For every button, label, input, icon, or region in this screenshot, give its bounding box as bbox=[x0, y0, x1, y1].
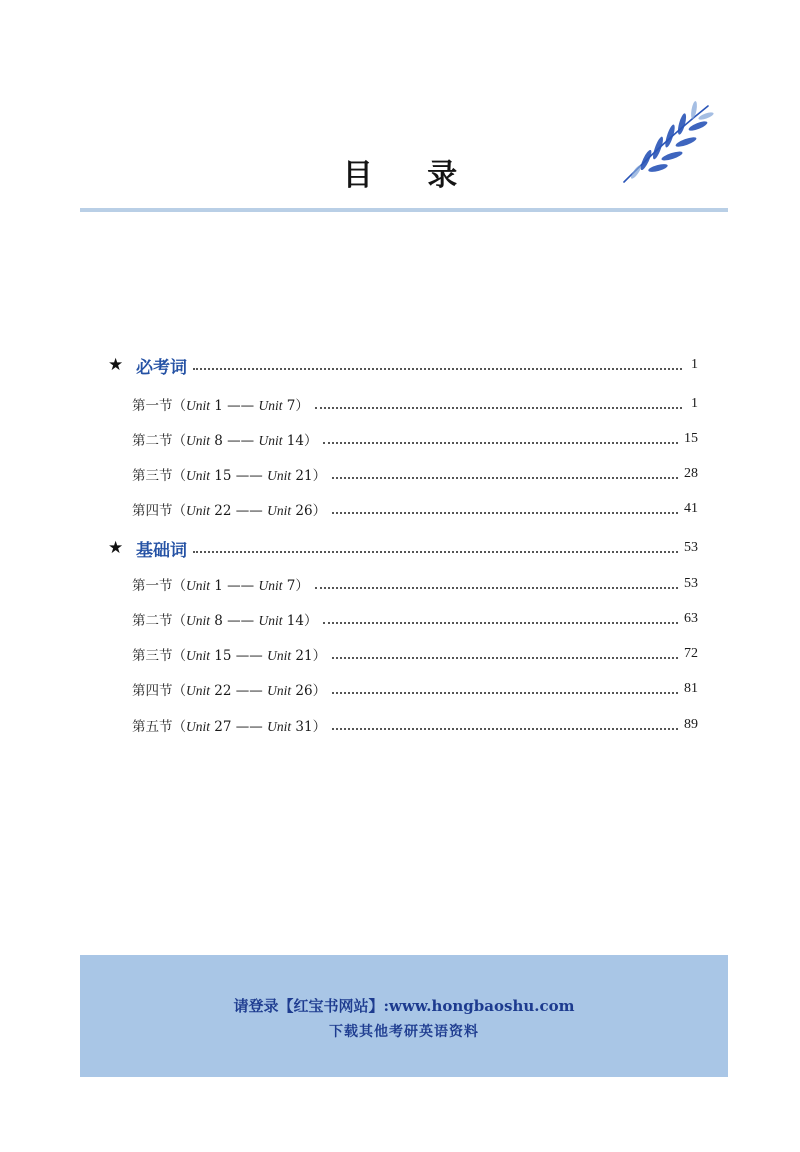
toc-entry[interactable] bbox=[132, 392, 698, 416]
entry-label: 第四节（Unit 22 —— Unit 26） bbox=[132, 503, 327, 519]
entry-label: 第四节（Unit 22 —— Unit 26） bbox=[132, 683, 327, 699]
star-icon: ★ bbox=[108, 538, 124, 558]
toc-entry[interactable] bbox=[132, 642, 698, 666]
page-number: 63 bbox=[684, 611, 698, 626]
entry-label: 第五节（Unit 27 —— Unit 31） bbox=[132, 719, 327, 735]
dot-leader bbox=[332, 728, 678, 730]
title-divider bbox=[80, 208, 728, 212]
dot-leader bbox=[323, 622, 678, 624]
star-icon: ★ bbox=[108, 355, 124, 375]
toc-entry[interactable] bbox=[132, 607, 698, 631]
page-number: 1 bbox=[691, 396, 698, 411]
page-number: 53 bbox=[684, 540, 698, 555]
toc-section-2[interactable] bbox=[108, 536, 698, 560]
page-number: 89 bbox=[684, 717, 698, 732]
page-number: 53 bbox=[684, 576, 698, 591]
entry-label: 第二节（Unit 8 —— Unit 14） bbox=[132, 433, 318, 449]
toc-entry[interactable] bbox=[132, 677, 698, 701]
dot-leader bbox=[193, 551, 678, 553]
page-number: 81 bbox=[684, 681, 698, 696]
toc-entry[interactable] bbox=[132, 713, 698, 737]
page-number: 72 bbox=[684, 646, 698, 661]
entry-label: 第一节（Unit 1 —— Unit 7） bbox=[132, 398, 309, 414]
section-title: 基础词 bbox=[136, 540, 187, 561]
entry-label: 第一节（Unit 1 —— Unit 7） bbox=[132, 578, 309, 594]
dot-leader bbox=[332, 657, 678, 659]
toc-entry[interactable] bbox=[132, 572, 698, 596]
dot-leader bbox=[315, 407, 682, 409]
section-title: 必考词 bbox=[136, 357, 187, 378]
page-number: 28 bbox=[684, 466, 698, 481]
entry-label: 第三节（Unit 15 —— Unit 21） bbox=[132, 648, 327, 664]
toc-entry[interactable] bbox=[132, 497, 698, 521]
footer-website-text[interactable]: 请登录【红宝书网站】:www.hongbaoshu.com bbox=[233, 997, 575, 1015]
footer-banner bbox=[80, 955, 728, 1077]
dot-leader bbox=[332, 692, 678, 694]
page-number: 15 bbox=[684, 431, 698, 446]
page-number: 41 bbox=[684, 501, 698, 516]
dot-leader bbox=[323, 442, 678, 444]
entry-label: 第二节（Unit 8 —— Unit 14） bbox=[132, 613, 318, 629]
dot-leader bbox=[332, 477, 678, 479]
dot-leader bbox=[193, 368, 682, 370]
toc-entry[interactable] bbox=[132, 462, 698, 486]
footer-download-text: 下载其他考研英语资料 bbox=[329, 1024, 479, 1040]
page-title: 目 录 bbox=[342, 158, 480, 193]
toc-entry[interactable] bbox=[132, 427, 698, 451]
page-number: 1 bbox=[691, 357, 698, 372]
dot-leader bbox=[332, 512, 678, 514]
dot-leader bbox=[315, 587, 678, 589]
toc-section-1[interactable] bbox=[108, 353, 698, 377]
entry-label: 第三节（Unit 15 —— Unit 21） bbox=[132, 468, 327, 484]
